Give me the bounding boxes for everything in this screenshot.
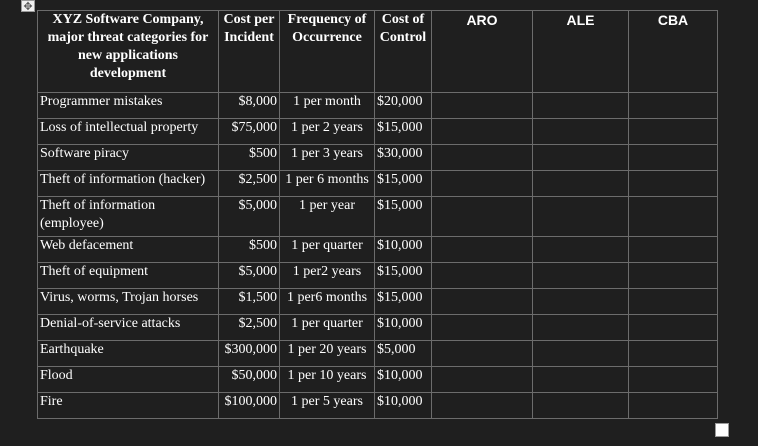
ale-cell[interactable] [533, 289, 629, 315]
aro-cell[interactable] [432, 367, 533, 393]
ale-cell[interactable] [533, 237, 629, 263]
threat-cell[interactable]: Fire [38, 393, 219, 419]
aro-cell[interactable] [432, 289, 533, 315]
table-row [38, 171, 718, 197]
aro-cell[interactable] [432, 145, 533, 171]
ale-cell[interactable] [533, 367, 629, 393]
cost-cell[interactable]: $5,000 [219, 197, 280, 237]
frequency-cell[interactable]: 1 per quarter [280, 315, 375, 341]
header-cost-of-control[interactable]: Cost of Control [375, 11, 432, 93]
cba-cell[interactable] [629, 93, 718, 119]
control-cell[interactable]: $15,000 [375, 263, 432, 289]
cost-cell[interactable]: $5,000 [219, 263, 280, 289]
threat-cell[interactable]: Flood [38, 367, 219, 393]
cost-cell[interactable]: $8,000 [219, 93, 280, 119]
threat-cell[interactable]: Theft of information (employee) [38, 197, 219, 237]
threat-cell[interactable]: Programmer mistakes [38, 93, 219, 119]
ale-cell[interactable] [533, 393, 629, 419]
control-cell[interactable]: $15,000 [375, 289, 432, 315]
threat-cell[interactable]: Loss of intellectual property [38, 119, 219, 145]
threat-cell[interactable]: Virus, worms, Trojan horses [38, 289, 219, 315]
ale-cell[interactable] [533, 263, 629, 289]
frequency-cell[interactable]: 1 per quarter [280, 237, 375, 263]
threat-cell[interactable]: Software piracy [38, 145, 219, 171]
aro-cell[interactable] [432, 315, 533, 341]
header-threat[interactable]: XYZ Software Company, major threat categories for new applications development [38, 11, 219, 93]
cost-cell[interactable]: $2,500 [219, 315, 280, 341]
cost-cell[interactable]: $2,500 [219, 171, 280, 197]
table-row [38, 315, 718, 341]
cost-cell[interactable]: $1,500 [219, 289, 280, 315]
cost-cell[interactable]: $75,000 [219, 119, 280, 145]
control-cell[interactable]: $10,000 [375, 237, 432, 263]
table-move-handle-icon[interactable]: ✥ [21, 0, 35, 12]
frequency-cell[interactable]: 1 per 10 years [280, 367, 375, 393]
cba-cell[interactable] [629, 263, 718, 289]
table-row [38, 237, 718, 263]
table-row [38, 341, 718, 367]
aro-cell[interactable] [432, 119, 533, 145]
control-cell[interactable]: $10,000 [375, 367, 432, 393]
header-ale[interactable]: ALE [533, 11, 629, 93]
aro-cell[interactable] [432, 93, 533, 119]
header-frequency[interactable]: Frequency of Occurrence [280, 11, 375, 93]
cba-cell[interactable] [629, 367, 718, 393]
cba-cell[interactable] [629, 237, 718, 263]
aro-cell[interactable] [432, 263, 533, 289]
ale-cell[interactable] [533, 93, 629, 119]
cost-cell[interactable]: $50,000 [219, 367, 280, 393]
threat-cell[interactable]: Theft of information (hacker) [38, 171, 219, 197]
threat-cell[interactable]: Theft of equipment [38, 263, 219, 289]
cost-cell[interactable]: $100,000 [219, 393, 280, 419]
ale-cell[interactable] [533, 145, 629, 171]
threat-cell[interactable]: Denial-of-service attacks [38, 315, 219, 341]
table-row [38, 367, 718, 393]
control-cell[interactable]: $15,000 [375, 171, 432, 197]
ale-cell[interactable] [533, 197, 629, 237]
table-row [38, 145, 718, 171]
header-cost-per-incident[interactable]: Cost per Incident [219, 11, 280, 93]
cba-cell[interactable] [629, 119, 718, 145]
control-cell[interactable]: $5,000 [375, 341, 432, 367]
frequency-cell[interactable]: 1 per 2 years [280, 119, 375, 145]
header-aro[interactable]: ARO [432, 11, 533, 93]
table-row [38, 263, 718, 289]
frequency-cell[interactable]: 1 per 3 years [280, 145, 375, 171]
frequency-cell[interactable]: 1 per 6 months [280, 171, 375, 197]
cba-cell[interactable] [629, 315, 718, 341]
cba-cell[interactable] [629, 197, 718, 237]
aro-cell[interactable] [432, 341, 533, 367]
cba-cell[interactable] [629, 171, 718, 197]
ale-cell[interactable] [533, 341, 629, 367]
aro-cell[interactable] [432, 237, 533, 263]
table-row [38, 93, 718, 119]
frequency-cell[interactable]: 1 per month [280, 93, 375, 119]
cost-cell[interactable]: $300,000 [219, 341, 280, 367]
control-cell[interactable]: $20,000 [375, 93, 432, 119]
control-cell[interactable]: $10,000 [375, 315, 432, 341]
aro-cell[interactable] [432, 197, 533, 237]
ale-cell[interactable] [533, 171, 629, 197]
table-row [38, 393, 718, 419]
threat-cell[interactable]: Earthquake [38, 341, 219, 367]
table-row [38, 197, 718, 237]
frequency-cell[interactable]: 1 per 5 years [280, 393, 375, 419]
header-row [38, 11, 718, 93]
table-row [38, 119, 718, 145]
control-cell[interactable]: $15,000 [375, 197, 432, 237]
control-cell[interactable]: $15,000 [375, 119, 432, 145]
control-cell[interactable]: $30,000 [375, 145, 432, 171]
cba-cell[interactable] [629, 145, 718, 171]
header-cba[interactable]: CBA [629, 11, 718, 93]
threat-table [37, 10, 718, 419]
ale-cell[interactable] [533, 119, 629, 145]
table-row [38, 289, 718, 315]
aro-cell[interactable] [432, 171, 533, 197]
frequency-cell[interactable]: 1 per 20 years [280, 341, 375, 367]
aro-cell[interactable] [432, 393, 533, 419]
frequency-cell[interactable]: 1 per6 months [280, 289, 375, 315]
frequency-cell[interactable]: 1 per2 years [280, 263, 375, 289]
cba-cell[interactable] [629, 393, 718, 419]
cba-cell[interactable] [629, 341, 718, 367]
cost-cell[interactable]: $500 [219, 237, 280, 263]
ale-cell[interactable] [533, 315, 629, 341]
cba-cell[interactable] [629, 289, 718, 315]
threat-cell[interactable]: Web defacement [38, 237, 219, 263]
table-resize-handle[interactable] [715, 423, 729, 437]
frequency-cell[interactable]: 1 per year [280, 197, 375, 237]
cost-cell[interactable]: $500 [219, 145, 280, 171]
control-cell[interactable]: $10,000 [375, 393, 432, 419]
